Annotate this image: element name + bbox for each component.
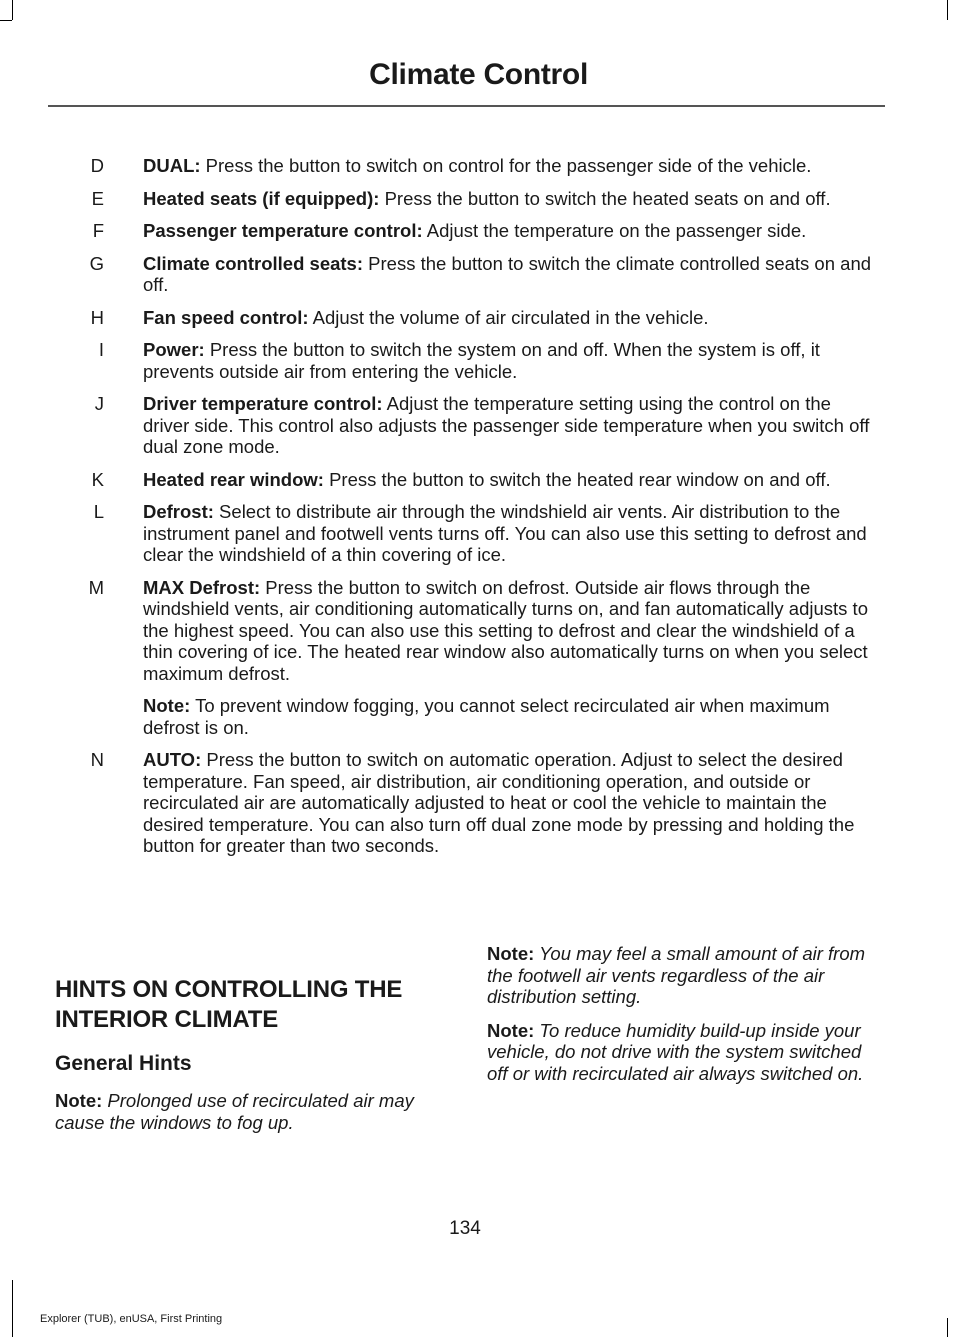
list-item [0,307,960,329]
item-letter: N [90,749,104,770]
item-text: Press the button to switch on defrost. Outside air flows through the windshield vents, air conditioning automatically turns on, and fan automatically adjusts to the highest speed. You can also use this setting to defrost and clear the windshield of a thin covering of ice. The heated rear window also automatically turns on when you select maximum defrost. [143,576,868,684]
item-term: Passenger temperature control: [143,220,423,241]
item-letter: G [89,252,104,274]
item-description [143,307,878,329]
list-item [0,577,960,685]
sub-heading: General Hints [55,1052,192,1075]
item-letter: L [93,501,104,522]
item-term: DUAL: [143,155,201,176]
item-letter: D [90,155,104,176]
page-title: Climate Control [369,58,588,91]
list-item [0,469,960,491]
item-letter: H [90,306,104,328]
item-description [143,339,878,382]
item-text: Press the button to switch the heated seats on and off. [379,187,831,209]
title-divider [48,105,885,107]
list-item [0,220,960,242]
item-term: AUTO: [143,749,202,770]
note-text: To prevent window fogging, you cannot select recirculated air when maximum defrost is on. [143,695,830,738]
list-item [0,339,960,382]
item-description [143,469,878,491]
item-text: Press the button to switch the climate controlled seats on and off. [143,252,872,295]
list-item [0,501,960,566]
item-description [143,393,878,458]
note-label: Note: [143,695,191,716]
item-letter: I [98,339,104,360]
item-text: Adjust the volume of air circulated in the vehicle. [308,306,709,328]
list-item [0,253,960,296]
right-column [487,943,882,1096]
item-description [143,749,878,857]
list-item [0,188,960,210]
item-text: Press the button to switch the heated rear window on and off. [323,468,831,490]
item-text: Select to distribute air through the windshield air vents. Air distribution to the instrument panel and footwell vents turns off. You can also use this setting to defrost and clear the windshield of a thin covering of ice. [143,501,867,565]
crop-mark-top-left-h [0,20,12,21]
list-item [0,393,960,458]
item-term: Driver temperature control: [143,393,383,414]
item-description [143,188,878,210]
item-term: Defrost: [143,501,214,522]
hint-note: Note: You may feel a small amount of air from the footwell air vents regardless of the air distribution setting. [487,943,866,1007]
list-item [0,155,960,177]
item-text: Press the button to switch on control for the passenger side of the vehicle. [200,155,812,176]
hint-note: Note: To reduce humidity build-up inside your vehicle, do not drive with the system switched off or with recirculated air always switched on. [487,1019,864,1084]
control-list [0,155,960,868]
list-item [0,749,960,857]
page-number: 134 [449,1218,481,1239]
section-heading: HINTS ON CONTROLLING THE INTERIOR CLIMATE [55,976,403,1033]
footer-imprint: Explorer (TUB), enUSA, First Printing [40,1313,223,1325]
crop-mark-bottom-right-v [947,1318,948,1337]
item-text: Press the button to switch the system on and off. When the system is off, it prevents outside air from entering the vehicle. [143,339,820,382]
item-text: Adjust the temperature on the passenger side. [422,220,807,241]
crop-mark-top-right-v [947,0,948,20]
item-letter: M [88,576,104,598]
item-term: Climate controlled seats: [143,252,364,274]
item-description [143,220,878,242]
item-term: Heated rear window: [143,468,324,490]
left-column [55,975,455,1145]
item-term: Power: [143,339,205,360]
item-text: Adjust the temperature setting using the control on the driver side. This control also adjusts the passenger side temperature when you switch off dual zone mode. [143,393,870,457]
item-letter: J [94,393,104,414]
hint-note: Note: Prolonged use of recirculated air may cause the windows to fog up. [55,1090,414,1133]
list-note [0,695,960,738]
item-description [143,501,878,566]
item-description [143,155,878,177]
item-letter: E [91,187,104,209]
crop-mark-bottom-left-v [12,1280,13,1337]
item-description [143,253,878,296]
crop-mark-top-left-v [12,0,13,20]
item-letter: F [92,220,104,241]
item-term: Heated seats (if equipped): [143,187,380,209]
item-letter: K [91,468,104,490]
item-description [143,577,878,685]
item-term: MAX Defrost: [143,576,261,598]
note-description [143,695,878,738]
item-term: Fan speed control: [143,306,309,328]
item-text: Press the button to switch on automatic operation. Adjust to select the desired temperature. Fan speed, air distribution, air conditioning operation, and outside or recirculated air are automatically adjusted to heat or cool the vehicle to maintain the desired temperature. You can also turn off dual zone mode by pressing and holding the button for greater than two seconds. [143,749,855,856]
